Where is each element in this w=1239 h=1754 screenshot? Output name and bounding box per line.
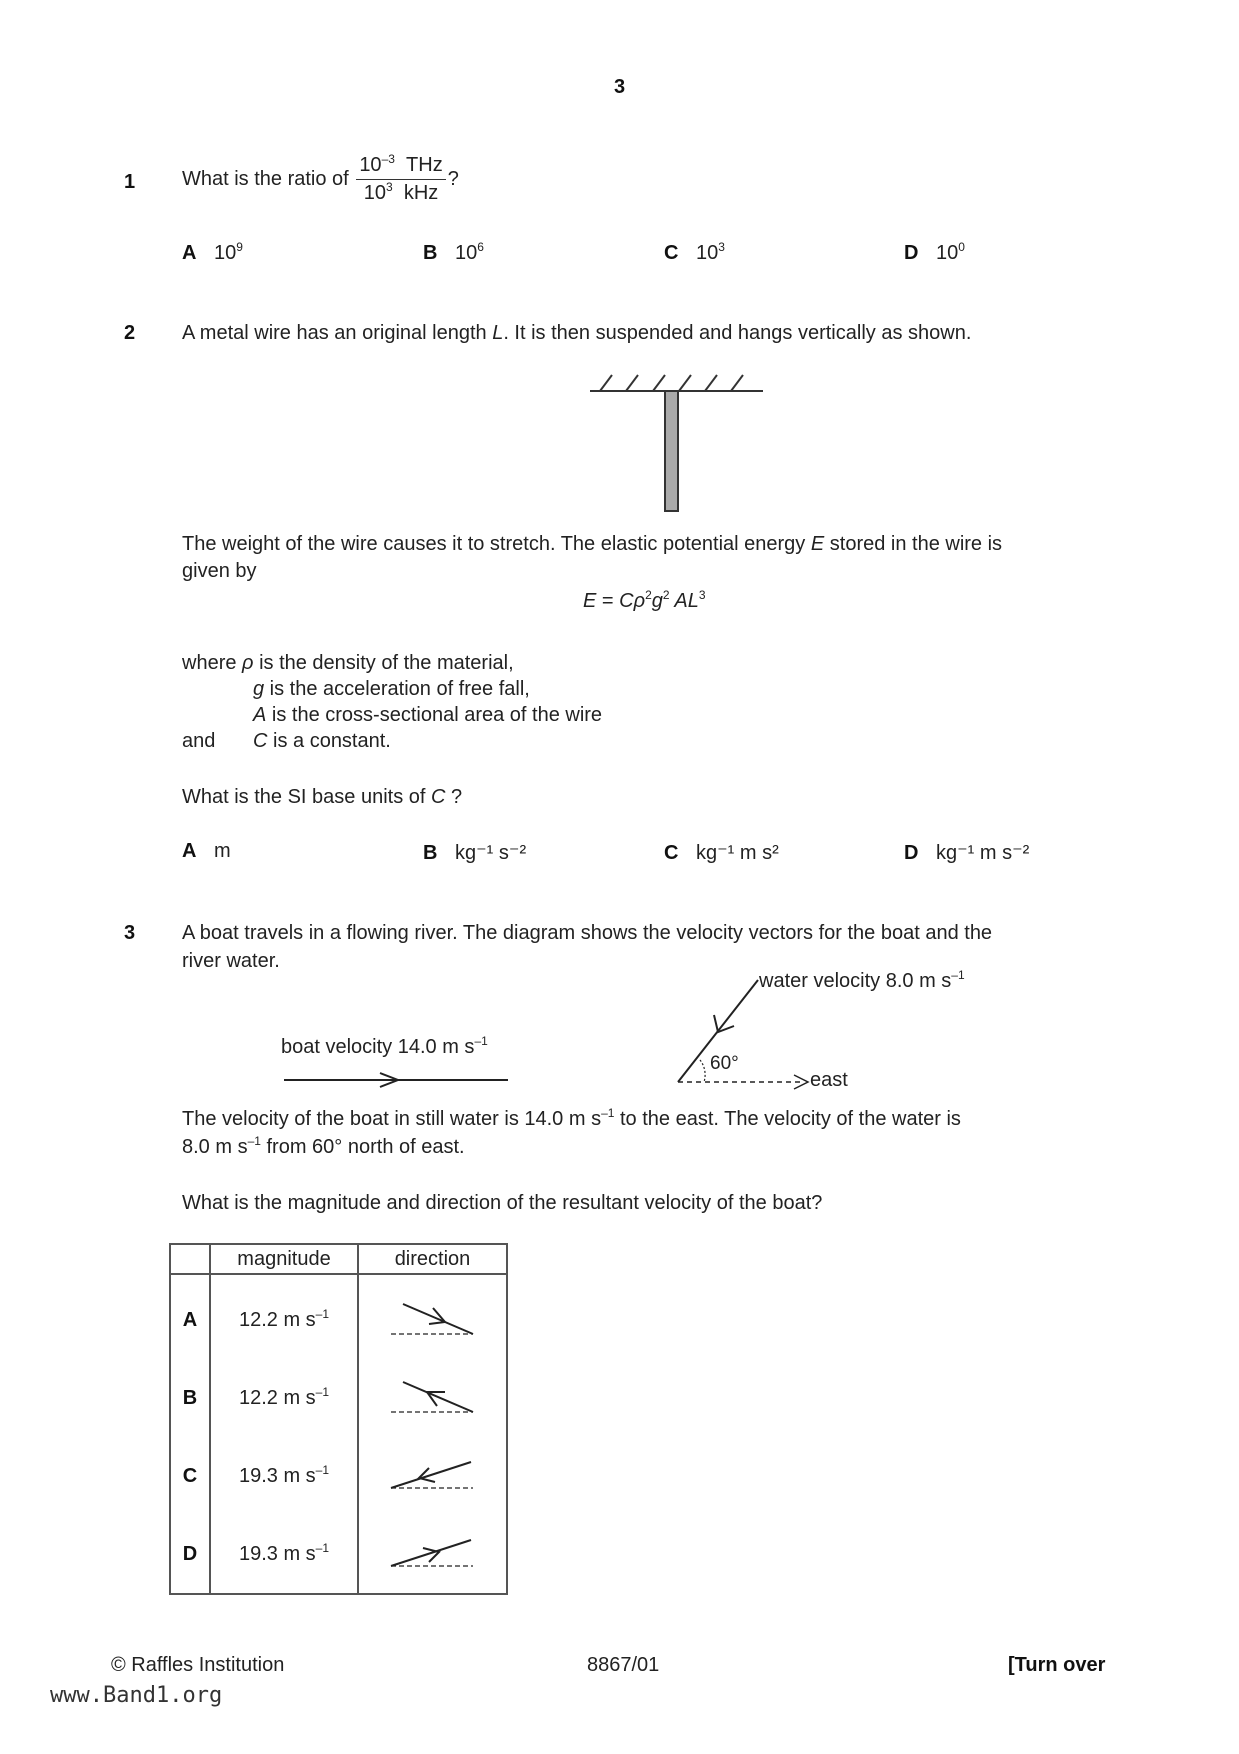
q2-para1-line2: given by bbox=[182, 560, 257, 582]
footer-paper-code: 8867/01 bbox=[587, 1654, 660, 1676]
where-var: g bbox=[253, 678, 265, 700]
row-magnitude bbox=[210, 1359, 358, 1437]
q3-para-exp: –1 bbox=[247, 1134, 261, 1148]
q1-stem-prefix: What is the ratio of bbox=[182, 167, 349, 190]
table-row-d[interactable] bbox=[170, 1515, 507, 1594]
q3-para-exp: –1 bbox=[601, 1106, 615, 1120]
formula-rho: ρ bbox=[633, 590, 646, 612]
hanging-wire-diagram bbox=[580, 365, 780, 520]
table-header-row bbox=[170, 1244, 507, 1274]
q1-number: 1 bbox=[124, 171, 136, 193]
formula-exp: 2 bbox=[645, 588, 652, 602]
option-letter: C bbox=[664, 242, 679, 264]
angle-label: 60° bbox=[710, 1053, 739, 1074]
q2-formula bbox=[583, 590, 706, 613]
option-base: 10 bbox=[214, 242, 237, 264]
q2-question-text: What is the SI base units of bbox=[182, 786, 432, 808]
where-var: C bbox=[253, 730, 268, 752]
formula-g: g bbox=[651, 590, 663, 612]
boat-velocity-arrow-icon bbox=[280, 1070, 515, 1090]
option-text: m bbox=[214, 840, 231, 862]
option-letter: A bbox=[182, 840, 197, 862]
row-direction bbox=[358, 1359, 507, 1437]
q2-stem-var: L bbox=[492, 322, 504, 344]
formula-exp: 2 bbox=[662, 588, 670, 602]
q1-option-a[interactable] bbox=[182, 242, 243, 265]
q2-para1-a: The weight of the wire causes it to stretch. The elastic potential energy bbox=[182, 533, 811, 555]
magnitude-text: 12.2 m s bbox=[238, 1386, 316, 1409]
magnitude-exp: –1 bbox=[315, 1306, 330, 1321]
option-letter: C bbox=[664, 842, 679, 864]
option-base: 10 bbox=[455, 242, 478, 264]
option-base: 10 bbox=[696, 242, 719, 264]
direction-b-arrow-icon bbox=[383, 1370, 483, 1420]
q1-den-unit: kHz bbox=[403, 182, 439, 204]
option-text: kg⁻¹ s⁻² bbox=[455, 842, 527, 864]
page-number: 3 bbox=[614, 76, 626, 98]
formula-l: L bbox=[687, 590, 699, 612]
table-header-magnitude: magnitude bbox=[210, 1244, 358, 1274]
q3-question: What is the magnitude and direction of the resultant velocity of the boat? bbox=[182, 1192, 823, 1214]
q3-para-a: The velocity of the boat in still water is 14.0 m s bbox=[182, 1108, 602, 1130]
q1-stem-suffix: ? bbox=[447, 167, 459, 190]
magnitude-exp: –1 bbox=[315, 1462, 330, 1477]
q2-option-d[interactable] bbox=[904, 840, 1029, 865]
direction-c-arrow-icon bbox=[383, 1448, 483, 1498]
table-header-direction: direction bbox=[358, 1244, 507, 1274]
boat-label-text: boat velocity 14.0 m s bbox=[281, 1036, 475, 1058]
q2-stem bbox=[182, 322, 971, 345]
option-letter: B bbox=[423, 842, 438, 864]
where-line-4-lead: and bbox=[182, 730, 216, 752]
boat-label-exp: –1 bbox=[474, 1034, 488, 1048]
where-var: ρ bbox=[242, 652, 254, 674]
q3-para-a: 8.0 m s bbox=[182, 1136, 248, 1158]
q3-para-line1 bbox=[182, 1108, 961, 1131]
row-letter: C bbox=[170, 1437, 210, 1515]
table-header-blank bbox=[170, 1244, 210, 1274]
row-letter: A bbox=[170, 1274, 210, 1359]
water-velocity-label bbox=[759, 970, 965, 993]
q2-question-var: C bbox=[431, 786, 446, 808]
q1-option-c[interactable] bbox=[664, 242, 725, 265]
option-letter: A bbox=[182, 242, 197, 264]
where-lead: where bbox=[182, 652, 237, 674]
option-letter: B bbox=[423, 242, 438, 264]
water-label-exp: –1 bbox=[951, 968, 965, 982]
where-line-2 bbox=[253, 678, 530, 701]
q1-den-exp: 3 bbox=[386, 180, 393, 194]
q3-number: 3 bbox=[124, 922, 136, 944]
option-letter: D bbox=[904, 242, 919, 264]
row-letter: D bbox=[170, 1515, 210, 1594]
option-base: 10 bbox=[936, 242, 959, 264]
q1-num-unit: THz bbox=[406, 154, 443, 176]
where-text: is a constant. bbox=[267, 730, 391, 752]
q1-option-b[interactable] bbox=[423, 242, 484, 265]
where-text: is the cross-sectional area of the wire bbox=[266, 704, 603, 726]
q2-question-end: ? bbox=[445, 786, 463, 808]
option-exp: 9 bbox=[236, 240, 243, 254]
boat-velocity-label bbox=[281, 1036, 488, 1059]
q2-option-a[interactable] bbox=[182, 840, 231, 863]
row-magnitude bbox=[210, 1437, 358, 1515]
magnitude-text: 19.3 m s bbox=[238, 1542, 316, 1565]
formula-e: E bbox=[583, 590, 597, 612]
where-line-3 bbox=[253, 704, 602, 727]
q2-para1 bbox=[182, 533, 1002, 556]
q1-den-base: 10 bbox=[363, 182, 386, 204]
where-line-4 bbox=[253, 730, 391, 753]
q1-option-d[interactable] bbox=[904, 242, 965, 265]
q3-answer-table bbox=[169, 1243, 508, 1595]
row-magnitude bbox=[210, 1515, 358, 1594]
row-magnitude bbox=[210, 1274, 358, 1359]
q2-stem-a: A metal wire has an original length bbox=[182, 322, 493, 344]
option-exp: 6 bbox=[477, 240, 484, 254]
q2-para1-var: E bbox=[810, 533, 825, 555]
magnitude-text: 12.2 m s bbox=[238, 1308, 316, 1331]
water-label-text: water velocity 8.0 m s bbox=[759, 970, 952, 992]
row-letter: B bbox=[170, 1359, 210, 1437]
table-row-c[interactable] bbox=[170, 1437, 507, 1515]
magnitude-exp: –1 bbox=[315, 1384, 330, 1399]
where-line-1 bbox=[182, 652, 514, 675]
row-direction bbox=[358, 1437, 507, 1515]
option-letter: D bbox=[904, 842, 919, 864]
q3-stem-line2: river water. bbox=[182, 950, 280, 972]
east-label: east bbox=[810, 1069, 848, 1091]
q1-num-base: 10 bbox=[359, 154, 382, 176]
q3-para-b: from 60° north of east. bbox=[260, 1136, 465, 1158]
where-var: A bbox=[253, 704, 267, 726]
row-direction bbox=[358, 1515, 507, 1594]
q3-stem-line1: A boat travels in a flowing river. The diagram shows the velocity vectors for the boat and the bbox=[182, 922, 993, 944]
formula-a: A bbox=[669, 590, 688, 612]
option-exp: 0 bbox=[958, 240, 965, 254]
option-exp: 3 bbox=[718, 240, 725, 254]
watermark-url: www.Band1.org bbox=[50, 1683, 223, 1708]
footer-copyright: © Raffles Institution bbox=[111, 1654, 285, 1676]
direction-a-arrow-icon bbox=[383, 1292, 483, 1342]
magnitude-text: 19.3 m s bbox=[238, 1464, 316, 1487]
table-row-a[interactable] bbox=[170, 1274, 507, 1359]
formula-c: C bbox=[619, 590, 634, 612]
q2-option-b[interactable] bbox=[423, 840, 526, 865]
footer-turn-over: [Turn over bbox=[1008, 1654, 1106, 1676]
q3-para-line2 bbox=[182, 1136, 465, 1159]
q1-stem bbox=[182, 154, 459, 205]
where-text: is the acceleration of free fall, bbox=[264, 678, 530, 700]
option-text: kg⁻¹ m s² bbox=[696, 842, 779, 864]
table-row-b[interactable] bbox=[170, 1359, 507, 1437]
q2-para1-b: stored in the wire is bbox=[824, 533, 1003, 555]
q1-num-exp: –3 bbox=[381, 152, 395, 166]
row-direction bbox=[358, 1274, 507, 1359]
q2-number: 2 bbox=[124, 322, 136, 344]
q2-stem-b: . It is then suspended and hangs vertically as shown. bbox=[503, 322, 972, 344]
magnitude-exp: –1 bbox=[315, 1540, 330, 1555]
where-text: is the density of the material, bbox=[253, 652, 514, 674]
q2-option-c[interactable] bbox=[664, 840, 779, 865]
q2-question bbox=[182, 786, 462, 809]
formula-exp: 3 bbox=[698, 588, 706, 602]
formula-eq: = bbox=[596, 590, 620, 612]
q3-para-b: to the east. The velocity of the water is bbox=[614, 1108, 961, 1130]
direction-d-arrow-icon bbox=[383, 1526, 483, 1576]
q1-fraction bbox=[356, 154, 445, 205]
option-text: kg⁻¹ m s⁻² bbox=[936, 842, 1030, 864]
